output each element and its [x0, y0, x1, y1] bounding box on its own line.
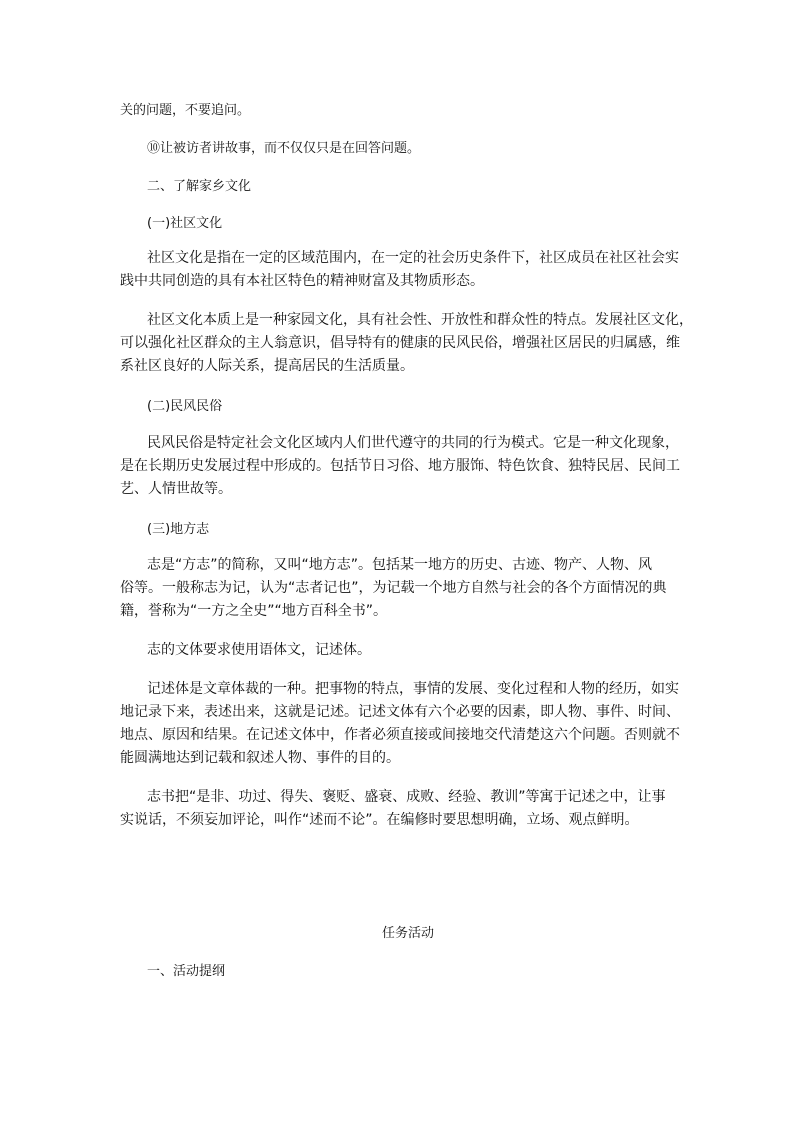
page-section-title: 任务活动	[382, 926, 435, 941]
paragraph-line: 系社区良好的人际关系，提高居民的生活质量。	[120, 358, 414, 374]
paragraph-line: 民风民俗是特定社会文化区域内人们世代遵守的共同的行为模式。它是一种文化现象，	[147, 435, 679, 451]
paragraph-line: 践中共同创造的具有本社区特色的精神财富及其物质形态。	[120, 273, 484, 289]
subsection-heading: (三)地方志	[147, 522, 210, 537]
paragraph-line: 是在长期历史发展过程中形成的。包括节日习俗、地方服饰、特色饮食、独特民居、民间工	[120, 458, 680, 474]
text-line: 关的问题，不要追问。	[120, 103, 251, 118]
paragraph-line: 社区文化本质上是一种家园文化，具有社会性、开放性和群众性的特点。发展社区文化，	[147, 312, 693, 328]
paragraph-line: 社区文化是指在一定的区域范围内，在一定的社会历史条件下，社区成员在社区社会实	[147, 250, 679, 266]
paragraph-line: 能圆满地达到记载和叙述人物、事件的目的。	[120, 750, 400, 766]
paragraph-line: 艺、人情世故等。	[120, 481, 232, 497]
text-line: ⑩让被访者讲故事，而不仅仅只是在回答问题。	[147, 141, 421, 156]
paragraph-line: 志是“方志”的简称，又叫“地方志”。包括某一地方的历史、古迹、物产、人物、风	[147, 557, 653, 573]
section-heading: 二、了解家乡文化	[147, 179, 252, 194]
paragraph-line: 地记录下来，表述出来，这就是记述。记述文体有六个必要的因素，即人物、事件、时间、	[120, 704, 680, 720]
paragraph-line: 志的文体要求使用语体文，记述体。	[147, 642, 371, 658]
paragraph-line: 地点、原因和结果。在记述文体中，作者必须直接或间接地交代清楚这六个问题。否则就不	[120, 727, 680, 743]
paragraph-line: 志书把“是非、功过、得失、褒贬、盛衰、成败、经验、教训”等寓于记述之中，让事	[147, 789, 666, 805]
paragraph-line: 籍，誉称为“一方之全史”“地方百科全书”。	[120, 603, 388, 619]
subsection-heading: (一)社区文化	[147, 216, 223, 231]
paragraph-line: 俗等。一般称志为记，认为“志者记也”，为记载一个地方自然与社会的各个方面情况的典	[120, 580, 667, 596]
subsection-heading: (二)民风民俗	[147, 399, 223, 414]
paragraph-line: 可以强化社区群众的主人翁意识，倡导特有的健康的民风民俗，增强社区居民的归属感，维	[120, 335, 680, 351]
paragraph-line: 记述体是文章体裁的一种。把事物的特点，事情的发展、变化过程和人物的经历，如实	[147, 681, 679, 697]
section-heading: 一、活动提纲	[147, 964, 226, 979]
paragraph-line: 实说话，不须妄加评论，叫作“述而不论”。在编修时要思想明确，立场、观点鲜明。	[120, 812, 639, 828]
